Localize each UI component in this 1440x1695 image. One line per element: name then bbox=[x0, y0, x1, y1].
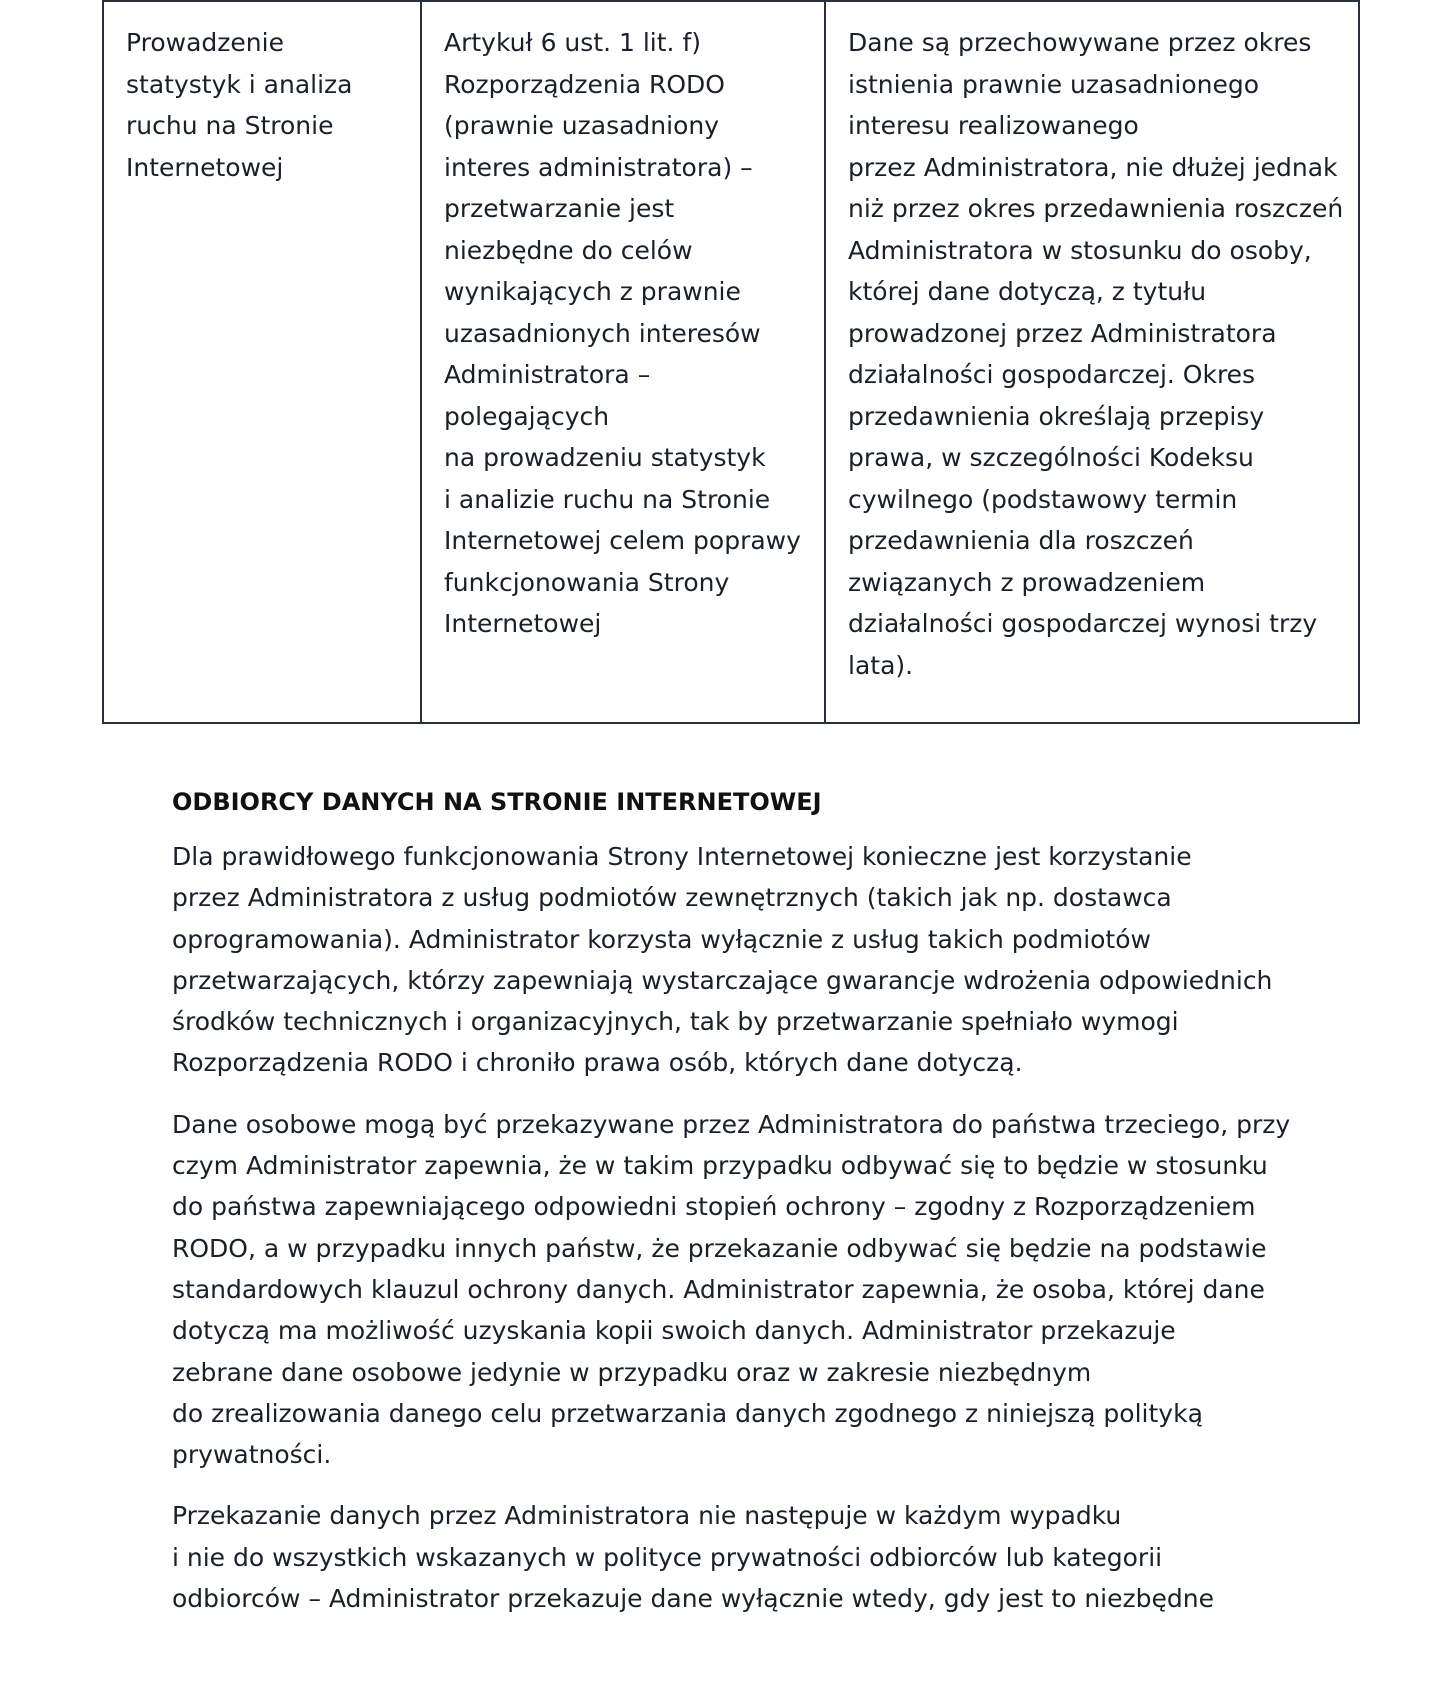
cell-text-line: funkcjonowania Strony bbox=[444, 567, 730, 597]
paragraph-transfer-conditions bbox=[172, 1495, 1322, 1619]
cell-text-line: ruchu na Stronie bbox=[126, 111, 334, 140]
paragraph-line: standardowych klauzul ochrony danych. Administrator zapewnia, że osoba, której dane bbox=[172, 1274, 1265, 1304]
cell-text-line: przetwarzanie jest bbox=[444, 194, 675, 223]
paragraph-line: Przekazanie danych przez Administratora nie następuje w każdym wypadku bbox=[172, 1501, 1122, 1531]
cell-text-line: przez Administratora, nie dłużej jednak bbox=[848, 152, 1338, 182]
cell-text-line: polegających bbox=[444, 401, 610, 431]
cell-text-line: interesu realizowanego bbox=[848, 111, 1139, 140]
data-recipients-section bbox=[172, 784, 1322, 1639]
processing-purposes-table bbox=[102, 0, 1360, 724]
paragraph-line: do zrealizowania danego celu przetwarzania danych zgodnego z niniejszą polityką bbox=[172, 1398, 1203, 1428]
cell-text-line: Administratora w stosunku do osoby, bbox=[848, 235, 1312, 265]
legal-basis-cell bbox=[421, 1, 825, 723]
paragraph-third-country-transfer bbox=[172, 1104, 1322, 1476]
cell-text-line: cywilnego (podstawowy termin bbox=[848, 484, 1238, 514]
cell-text-line: uzasadnionych interesów bbox=[444, 318, 761, 348]
cell-text-line: istnienia prawnie uzasadnionego bbox=[848, 69, 1260, 99]
cell-text-line: działalności gospodarczej. Okres bbox=[848, 360, 1256, 389]
paragraph-line: przetwarzających, którzy zapewniają wystarczające gwarancje wdrożenia odpowiednich bbox=[172, 965, 1273, 995]
cell-text-line: (prawnie uzasadniony bbox=[444, 111, 720, 140]
paragraph-line: odbiorców – Administrator przekazuje dane wyłącznie wtedy, gdy jest to niezbędne bbox=[172, 1584, 1214, 1614]
paragraph-line: Rozporządzenia RODO i chroniło prawa osób, których dane dotyczą. bbox=[172, 1048, 1023, 1078]
cell-text-line: i analizie ruchu na Stronie bbox=[444, 484, 771, 514]
cell-text-line: niż przez okres przedawnienia roszczeń bbox=[848, 194, 1344, 223]
cell-text-line: Prowadzenie bbox=[126, 28, 284, 57]
cell-text-line: Internetowej celem poprawy bbox=[444, 526, 801, 555]
paragraph-line: Dla prawidłowego funkcjonowania Strony Internetowej konieczne jest korzystanie bbox=[172, 842, 1192, 871]
paragraph-line: środków technicznych i organizacyjnych, tak by przetwarzanie spełniało wymogi bbox=[172, 1007, 1179, 1037]
cell-text-line: przedawnienia dla roszczeń bbox=[848, 526, 1194, 555]
table-row bbox=[103, 1, 1359, 723]
cell-text-line: na prowadzeniu statystyk bbox=[444, 443, 766, 472]
cell-text-line: działalności gospodarczej wynosi trzy bbox=[848, 609, 1318, 638]
paragraph-line: przez Administratora z usług podmiotów zewnętrznych (takich jak np. dostawca bbox=[172, 883, 1172, 913]
cell-text-line: Administratora – bbox=[444, 360, 651, 389]
cell-text-line: prowadzonej przez Administratora bbox=[848, 318, 1277, 348]
paragraph-line: Dane osobowe mogą być przekazywane przez Administratora do państwa trzeciego, przy bbox=[172, 1109, 1291, 1139]
paragraph-line: zebrane dane osobowe jedynie w przypadku oraz w zakresie niezbędnym bbox=[172, 1357, 1092, 1387]
paragraph-line: prywatności. bbox=[172, 1440, 332, 1470]
paragraph-line: oprogramowania). Administrator korzysta wyłącznie z usług takich podmiotów bbox=[172, 924, 1151, 954]
paragraph-line: RODO, a w przypadku innych państw, że przekazanie odbywać się będzie na podstawie bbox=[172, 1233, 1267, 1263]
paragraph-line: dotyczą ma możliwość uzyskania kopii swoich danych. Administrator przekazuje bbox=[172, 1316, 1176, 1346]
paragraph-line: do państwa zapewniającego odpowiedni stopień ochrony – zgodny z Rozporządzeniem bbox=[172, 1192, 1256, 1222]
cell-text-line: Dane są przechowywane przez okres bbox=[848, 28, 1312, 57]
cell-text-line: statystyk i analiza bbox=[126, 69, 353, 99]
paragraph-external-services bbox=[172, 836, 1322, 1084]
cell-text-line: wynikających z prawnie bbox=[444, 277, 741, 306]
cell-text-line: niezbędne do celów bbox=[444, 235, 693, 265]
cell-text-line: lata). bbox=[848, 650, 914, 680]
paragraph-line: czym Administrator zapewnia, że w takim przypadku odbywać się to będzie w stosunku bbox=[172, 1151, 1268, 1181]
retention-period-cell bbox=[825, 1, 1359, 723]
cell-text-line: Internetowej bbox=[126, 152, 284, 182]
cell-text-line: interes administratora) – bbox=[444, 152, 753, 182]
purpose-cell bbox=[103, 1, 421, 723]
cell-text-line: prawa, w szczególności Kodeksu bbox=[848, 443, 1254, 472]
cell-text-line: Rozporządzenia RODO bbox=[444, 69, 725, 99]
cell-text-line: przedawnienia określają przepisy bbox=[848, 401, 1265, 431]
cell-text-line: związanych z prowadzeniem bbox=[848, 567, 1206, 597]
cell-text-line: Artykuł 6 ust. 1 lit. f) bbox=[444, 28, 701, 57]
cell-text-line: której dane dotyczą, z tytułu bbox=[848, 277, 1207, 306]
section-heading: ODBIORCY DANYCH NA STRONIE INTERNETOWEJ bbox=[172, 788, 822, 816]
paragraph-line: i nie do wszystkich wskazanych w polityce prywatności odbiorców lub kategorii bbox=[172, 1542, 1163, 1572]
cell-text-line: Internetowej bbox=[444, 609, 602, 638]
